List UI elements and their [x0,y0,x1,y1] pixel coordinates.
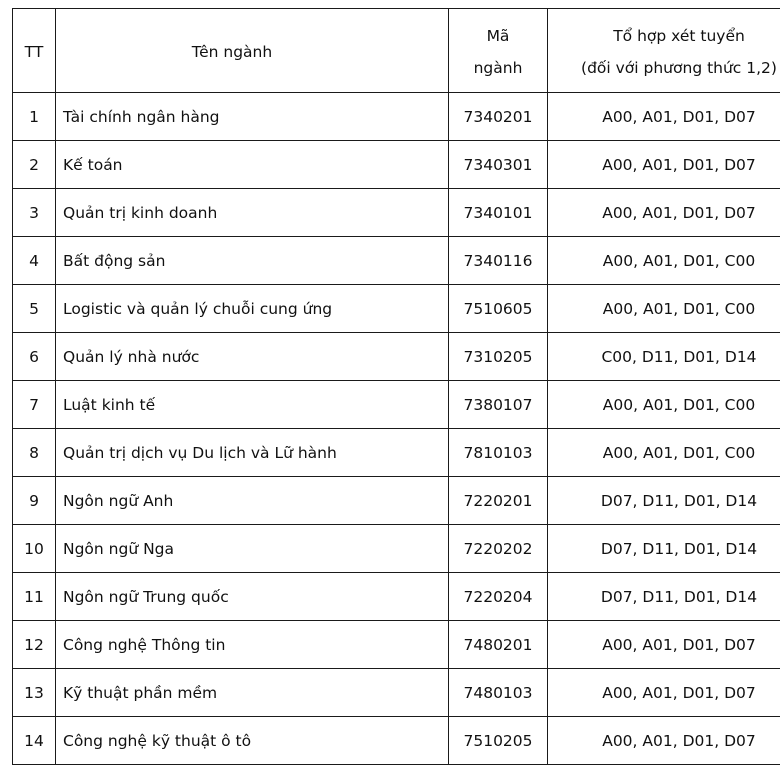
row-tt: 13 [13,669,56,717]
row-tt: 1 [13,93,56,141]
header-combo-line2: (đối với phương thức 1,2) [581,58,777,77]
row-major-name: Tài chính ngân hàng [56,93,449,141]
row-major-code: 7220202 [449,525,548,573]
table-row [13,573,780,621]
row-major-name: Công nghệ Thông tin [56,621,449,669]
row-major-name: Quản lý nhà nước [56,333,449,381]
header-combo [548,9,780,93]
row-tt: 3 [13,189,56,237]
header-name-label: Tên ngành [191,42,273,61]
table-row [13,621,780,669]
row-major-code: 7220204 [449,573,548,621]
row-major-code: 7810103 [449,429,548,477]
row-subject-combo: C00, D11, D01, D14 [548,333,780,381]
row-subject-combo: D07, D11, D01, D14 [548,477,780,525]
row-tt: 5 [13,285,56,333]
row-tt: 14 [13,717,56,765]
row-major-name: Bất động sản [56,237,449,285]
row-tt: 6 [13,333,56,381]
row-major-name: Ngôn ngữ Trung quốc [56,573,449,621]
row-tt: 12 [13,621,56,669]
row-major-code: 7480103 [449,669,548,717]
row-major-code: 7480201 [449,621,548,669]
row-subject-combo: A00, A01, D01, D07 [548,93,780,141]
row-major-code: 7340116 [449,237,548,285]
table-row [13,669,780,717]
row-major-name: Kế toán [56,141,449,189]
row-major-name: Kỹ thuật phần mềm [56,669,449,717]
row-tt: 2 [13,141,56,189]
row-subject-combo: A00, A01, D01, D07 [548,621,780,669]
row-tt: 11 [13,573,56,621]
row-tt: 10 [13,525,56,573]
table-row [13,717,780,765]
header-code-line2: ngành [473,58,523,77]
row-subject-combo: D07, D11, D01, D14 [548,573,780,621]
header-row [13,9,780,93]
row-tt: 4 [13,237,56,285]
table-row [13,477,780,525]
table-row [13,237,780,285]
row-subject-combo: A00, A01, D01, C00 [548,237,780,285]
row-subject-combo: A00, A01, D01, C00 [548,429,780,477]
row-tt: 8 [13,429,56,477]
header-code [449,9,548,93]
table-row [13,285,780,333]
header-code-line1: Mã [486,26,510,45]
row-major-code: 7340301 [449,141,548,189]
table-row [13,429,780,477]
row-major-code: 7510205 [449,717,548,765]
row-subject-combo: A00, A01, D01, D07 [548,189,780,237]
row-major-name: Công nghệ kỹ thuật ô tô [56,717,449,765]
row-major-code: 7310205 [449,333,548,381]
row-major-name: Quản trị dịch vụ Du lịch và Lữ hành [56,429,449,477]
row-subject-combo: A00, A01, D01, C00 [548,381,780,429]
table-row [13,189,780,237]
row-subject-combo: A00, A01, D01, D07 [548,669,780,717]
header-name [56,9,449,93]
table-row [13,141,780,189]
row-tt: 9 [13,477,56,525]
table-row [13,525,780,573]
row-major-code: 7220201 [449,477,548,525]
row-major-code: 7510605 [449,285,548,333]
row-tt: 7 [13,381,56,429]
table-row [13,381,780,429]
row-major-code: 7340101 [449,189,548,237]
row-major-name: Quản trị kinh doanh [56,189,449,237]
row-major-name: Logistic và quản lý chuỗi cung ứng [56,285,449,333]
row-major-name: Ngôn ngữ Anh [56,477,449,525]
header-tt-label: TT [24,42,44,61]
row-subject-combo: A00, A01, D01, C00 [548,285,780,333]
row-major-code: 7380107 [449,381,548,429]
row-subject-combo: A00, A01, D01, D07 [548,141,780,189]
row-subject-combo: D07, D11, D01, D14 [548,525,780,573]
table-row [13,333,780,381]
row-major-code: 7340201 [449,93,548,141]
row-subject-combo: A00, A01, D01, D07 [548,717,780,765]
table-body [13,93,780,765]
header-tt [13,9,56,93]
table-row [13,93,780,141]
row-major-name: Ngôn ngữ Nga [56,525,449,573]
row-major-name: Luật kinh tế [56,381,449,429]
majors-table [12,8,780,765]
header-combo-line1: Tổ hợp xét tuyển [613,26,745,45]
